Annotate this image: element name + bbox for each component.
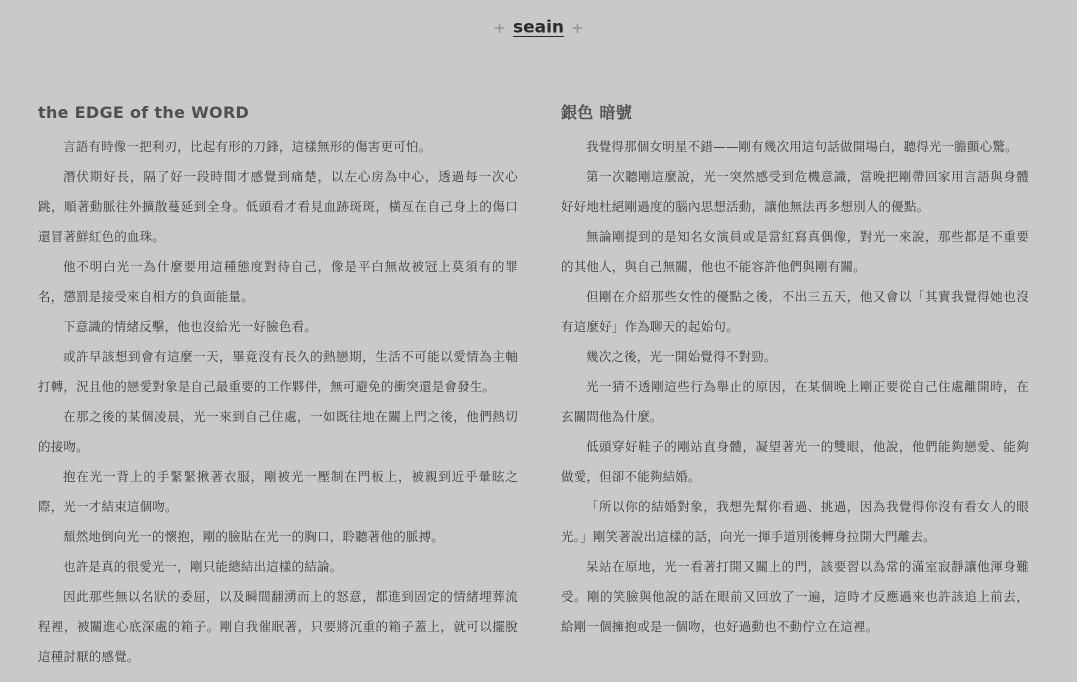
post-title[interactable]: the EDGE of the WORD (38, 103, 250, 122)
post-paragraph: 言語有時像一把利刃，比起有形的刀鋒，這樣無形的傷害更可怕。 (63, 139, 432, 154)
site-header (0, 17, 1077, 41)
post-paragraph: 頹然地倒向光一的懷抱，剛的臉貼在光一的胸口，聆聽著他的脈搏。 (63, 529, 445, 544)
post-paragraph: 抱在光一背上的手緊緊揪著衣服，剛被光一壓制在門板上，被親到近乎暈眩之際，光一才結束這個吻。 (38, 469, 518, 514)
plus-icon-left: + (493, 18, 506, 37)
post-paragraph: 呆站在原地，光一看著打開又關上的門，該要習以為常的滿室寂靜讓他渾身難受。剛的笑臉與他說的話在眼前又回放了一遍，這時才反應過來也許該追上前去，給剛一個擁抱或是一個吻，也好過動也不動佇立在這裡。 (561, 559, 1029, 634)
post-paragraph: 第一次聽剛這麼說，光一突然感受到危機意識，當晚把剛帶回家用言語與身體好好地杜絕剛過度的腦內思想活動，讓他無法再多想別人的優點。 (561, 169, 1029, 214)
post-paragraph: 在那之後的某個凌晨，光一來到自己住處，一如既往地在關上門之後，他們熱切的接吻。 (38, 409, 518, 454)
post-paragraph: 也許是真的很愛光一，剛只能總結出這樣的結論。 (63, 559, 343, 574)
post-paragraph: 但剛在介紹那些女性的優點之後，不出三五天，他又會以「其實我覺得她也沒有這麼好」作為聊天的起始句。 (561, 289, 1029, 334)
site-title-link[interactable]: seain (512, 17, 565, 38)
post-paragraph: 他不明白光一為什麼要用這種態度對待自己，像是平白無故被冠上莫須有的罪名，懲罰是接受來自相方的負面能量。 (38, 259, 518, 304)
post-paragraph: 光一猜不透剛這些行為舉止的原因，在某個晚上剛正要從自己住處離開時，在玄關問他為什麼。 (561, 379, 1029, 424)
post-paragraph: 幾次之後，光一開始覺得不對勁。 (586, 349, 777, 364)
post-paragraph: 我覺得那個女明星不錯——剛有幾次用這句話做開場白，聽得光一膽顫心驚。 (586, 139, 1018, 154)
post-paragraph: 下意識的情緒反擊，他也沒給光一好臉色看。 (63, 319, 318, 334)
post-paragraph: 因此那些無以名狀的委屈，以及瞬間翻湧而上的怒意，都進到固定的情緒埋葬流程裡，被關進心底深處的箱子。剛自我催眠著，只要將沉重的箱子蓋上，就可以擺脫這種討厭的感覺。 (38, 589, 518, 664)
post-paragraph: 潛伏期好長，隔了好一段時間才感覺到痛楚，以左心房為中心，透過每一次心跳，順著動脈往外擴散蔓延到全身。低頭看才看見血跡斑斑，橫亙在自己身上的傷口還冒著鮮紅色的血珠。 (38, 169, 518, 244)
plus-icon-right: + (571, 18, 584, 37)
post-title[interactable]: 銀色 暗號 (561, 103, 633, 122)
post-paragraph: 「所以你的結婚對象，我想先幫你看過、挑過，因為我覺得你沒有看女人的眼光。」剛笑著說出這樣的話，向光一揮手道別後轉身拉開大門離去。 (561, 499, 1029, 544)
post-paragraph: 或許早該想到會有這麼一天，畢竟沒有長久的熱戀期，生活不可能以愛情為主軸打轉，況且他的戀愛對象是自己最重要的工作夥伴，無可避免的衝突還是會發生。 (38, 349, 518, 394)
post-paragraph: 低頭穿好鞋子的剛站直身體，凝望著光一的雙眼，他說，他們能夠戀愛、能夠做愛，但卻不能夠結婚。 (561, 439, 1029, 484)
post-right (561, 102, 1029, 642)
post-paragraph: 無論剛提到的是知名女演員或是當紅寫真偶像，對光一來說，那些都是不重要的其他人，與自己無關，他也不能容許他們與剛有關。 (561, 229, 1029, 274)
post-left (38, 102, 518, 672)
